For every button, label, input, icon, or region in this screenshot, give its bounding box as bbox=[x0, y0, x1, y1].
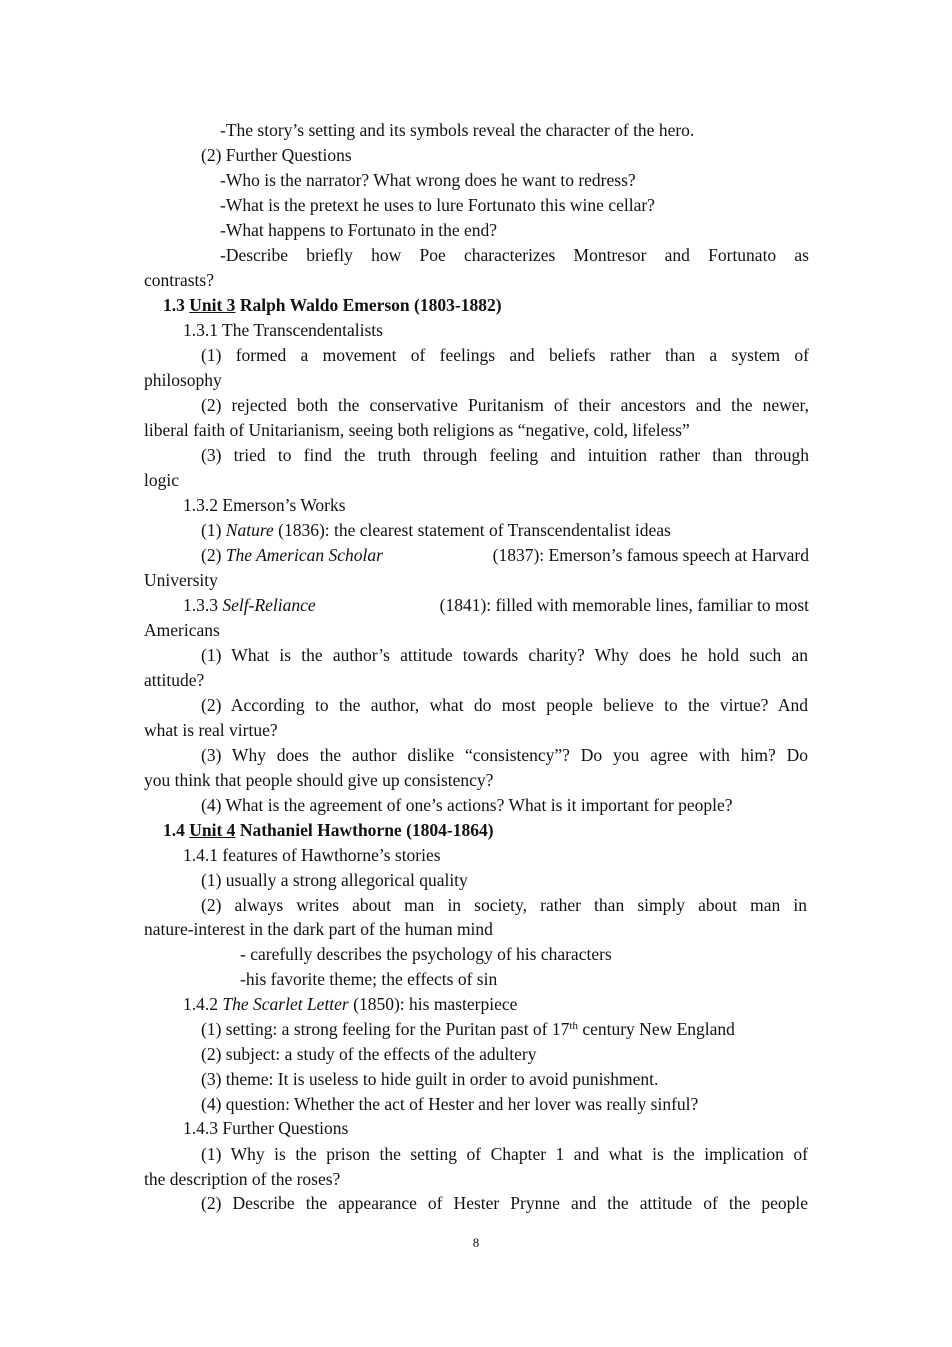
list-number: (1) bbox=[201, 520, 226, 540]
subsection-heading: 1.4.1 features of Hawthorne’s stories bbox=[183, 845, 441, 865]
section-heading-1-4 bbox=[163, 819, 494, 841]
line-rest: (1837): Emerson’s famous speech at Harvard bbox=[492, 545, 809, 565]
heading-title: Nathaniel Hawthorne (1804-1864) bbox=[235, 820, 494, 840]
work-title: The Scarlet Letter bbox=[222, 994, 349, 1014]
section-heading-1-3 bbox=[163, 294, 502, 316]
unit-label: Unit 3 bbox=[189, 295, 236, 315]
text-line: -Who is the narrator? What wrong does he want to redress? bbox=[220, 170, 636, 190]
subsection-heading: 1.3.1 The Transcendentalists bbox=[183, 320, 383, 340]
subsection-heading: 1.3.2 Emerson’s Works bbox=[183, 495, 346, 515]
text-line: (1) Why is the prison the setting of Chapter 1 and what is the implication of bbox=[201, 1144, 808, 1164]
text-line: - carefully describes the psychology of his characters bbox=[240, 944, 612, 964]
list-number: (2) bbox=[201, 545, 226, 565]
superscript: th bbox=[569, 1020, 578, 1032]
text-line: (2) subject: a study of the effects of the adultery bbox=[201, 1044, 537, 1064]
page-number: 8 bbox=[472, 1235, 480, 1250]
subsection-heading bbox=[183, 993, 517, 1015]
text-line bbox=[201, 544, 809, 566]
text-line: what is real virtue? bbox=[144, 720, 278, 740]
text-line: -Describe briefly how Poe characterizes Montresor and Fortunato as bbox=[220, 245, 809, 265]
text-line: the description of the roses? bbox=[144, 1169, 341, 1189]
text-line: (3) theme: It is useless to hide guilt in order to avoid punishment. bbox=[201, 1069, 659, 1089]
heading-number: 1.3 bbox=[163, 295, 190, 315]
subsection-heading bbox=[183, 594, 809, 616]
text-line: (3) tried to find the truth through feeling and intuition rather than through bbox=[201, 445, 809, 465]
text-line: -What happens to Fortunato in the end? bbox=[220, 220, 498, 240]
text-line: (4) What is the agreement of one’s actions? What is it important for people? bbox=[201, 795, 733, 815]
text-line: (4) question: Whether the act of Hester and her lover was really sinful? bbox=[201, 1094, 699, 1114]
unit-label: Unit 4 bbox=[189, 820, 236, 840]
text-line: (2) rejected both the conservative Puritanism of their ancestors and the newer, bbox=[201, 395, 809, 415]
line-rest: century New England bbox=[577, 1019, 735, 1039]
text-line: (2) always writes about man in society, rather than simply about man in bbox=[201, 895, 807, 915]
text-line: (3) Why does the author dislike “consistency”? Do you agree with him? Do bbox=[201, 745, 808, 765]
text-line: -his favorite theme; the effects of sin bbox=[240, 969, 498, 989]
text-line: contrasts? bbox=[144, 270, 214, 290]
work-title: Nature bbox=[225, 520, 274, 540]
text-line: (1) What is the author’s attitude towards charity? Why does he hold such an bbox=[201, 645, 808, 665]
text-line: Americans bbox=[144, 620, 220, 640]
text-line: (2) Describe the appearance of Hester Prynne and the attitude of the people bbox=[201, 1193, 808, 1213]
text-line bbox=[201, 1018, 735, 1040]
text-line: liberal faith of Unitarianism, seeing both religions as “negative, cold, lifeless” bbox=[144, 420, 690, 440]
text-line: (2) According to the author, what do most people believe to the virtue? And bbox=[201, 695, 808, 715]
text-line: nature-interest in the dark part of the human mind bbox=[144, 919, 493, 939]
text-line: philosophy bbox=[144, 370, 222, 390]
work-title: The American Scholar bbox=[225, 545, 383, 565]
text-line: University bbox=[144, 570, 218, 590]
line-rest: (1841): filled with memorable lines, familiar to most bbox=[439, 595, 809, 615]
line-rest: (1836): the clearest statement of Transcendentalist ideas bbox=[273, 520, 671, 540]
text-line: (1) usually a strong allegorical quality bbox=[201, 870, 468, 890]
heading-number: 1.4 bbox=[163, 820, 190, 840]
text-line: logic bbox=[144, 470, 179, 490]
heading-title: Ralph Waldo Emerson (1803-1882) bbox=[235, 295, 502, 315]
heading-number: 1.3.3 bbox=[183, 595, 223, 615]
text-line: (1) formed a movement of feelings and beliefs rather than a system of bbox=[201, 345, 809, 365]
text-line: attitude? bbox=[144, 670, 205, 690]
heading-number: 1.4.2 bbox=[183, 994, 223, 1014]
work-title: Self-Reliance bbox=[222, 595, 316, 615]
line-text: (1) setting: a strong feeling for the Puritan past of 17 bbox=[201, 1019, 570, 1039]
text-line: (2) Further Questions bbox=[201, 145, 352, 165]
subsection-heading: 1.4.3 Further Questions bbox=[183, 1118, 349, 1138]
text-line bbox=[201, 519, 671, 541]
text-line: -What is the pretext he uses to lure Fortunato this wine cellar? bbox=[220, 195, 655, 215]
text-line: you think that people should give up consistency? bbox=[144, 770, 494, 790]
text-line: -The story’s setting and its symbols reveal the character of the hero. bbox=[220, 120, 695, 140]
line-rest: (1850): his masterpiece bbox=[348, 994, 518, 1014]
